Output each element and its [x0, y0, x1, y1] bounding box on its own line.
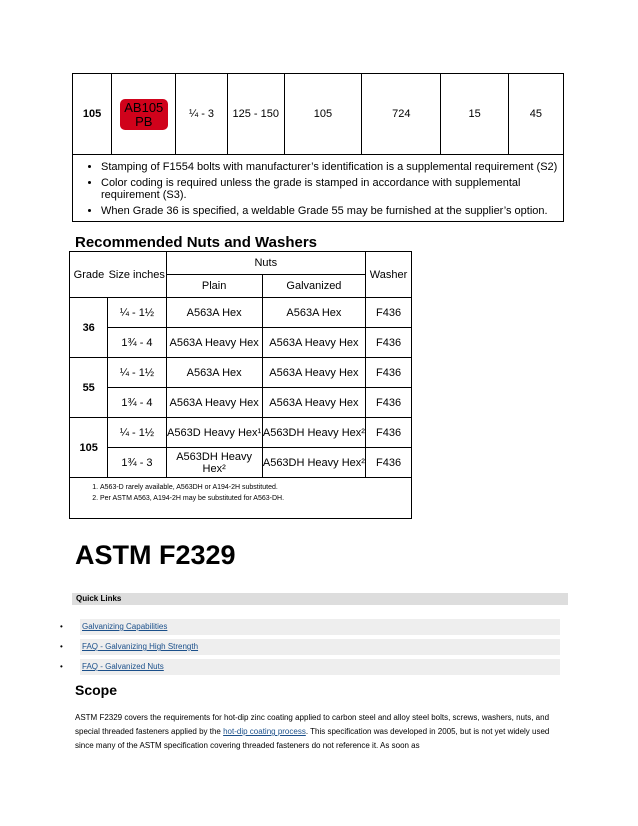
- table-row: [73, 74, 564, 155]
- list-item: 2. Per ASTM A563, A194-2H may be substituted for A563-DH.: [100, 495, 411, 502]
- grade-cell: 105: [70, 418, 108, 478]
- paragraph-text: ASTM F2329 covers the requirements for hot-dip zinc coating applied to carbon steel and alloy steel bolts, screws, washers, nuts, and special threaded fasteners applied by the: [75, 713, 550, 736]
- galv-cell: A563DH Heavy Hex²: [262, 418, 365, 448]
- table-cell: 125 - 150: [227, 74, 284, 155]
- grade-cell: 55: [70, 358, 108, 418]
- plain-cell: A563A Heavy Hex: [166, 328, 262, 358]
- plain-cell: A563DH Heavy Hex²: [166, 448, 262, 478]
- grade-marking-badge: [120, 99, 168, 130]
- plain-cell: A563A Heavy Hex: [166, 388, 262, 418]
- badge-line1: AB105: [124, 99, 164, 115]
- size-cell: 1¾ - 4: [108, 328, 166, 358]
- plain-cell: A563A Hex: [166, 298, 262, 328]
- bullet-icon: •: [60, 662, 63, 671]
- list-item: [60, 637, 560, 657]
- notes-cell: [73, 155, 564, 222]
- grade-cell: 105: [73, 74, 112, 155]
- list-item: • Stamping of F1554 bolts with manufacturer’s identification is a supplemental requirement (S2): [101, 161, 563, 173]
- galv-cell: A563A Heavy Hex: [262, 388, 365, 418]
- size-cell: 1¾ - 4: [108, 388, 166, 418]
- badge-cell: [112, 74, 176, 155]
- plain-cell: A563A Hex: [166, 358, 262, 388]
- list-item: 1. A563-D rarely available, A563DH or A194-2H substituted.: [100, 484, 411, 491]
- galv-cell: A563DH Heavy Hex²: [262, 448, 365, 478]
- page-title: ASTM F2329: [75, 540, 236, 570]
- link-faq-high-strength[interactable]: FAQ - Galvanizing High Strength: [82, 642, 199, 651]
- plain-cell: A563D Heavy Hex¹: [166, 418, 262, 448]
- header-size: Size inches: [108, 252, 166, 298]
- list-item: [60, 617, 560, 637]
- size-cell: ¼ - 1½: [108, 298, 166, 328]
- header-washer: Washer: [366, 252, 412, 298]
- size-cell: ¼ - 1½: [108, 358, 166, 388]
- washer-cell: F436: [366, 388, 412, 418]
- section-title: Recommended Nuts and Washers: [75, 234, 317, 251]
- bullet-icon: •: [60, 622, 63, 631]
- table-row: [70, 448, 412, 478]
- link-hot-dip-coating-process[interactable]: hot-dip coating process: [223, 727, 306, 736]
- washer-cell: F436: [366, 328, 412, 358]
- header-grade: Grade: [70, 252, 108, 298]
- bullet-icon: •: [60, 642, 63, 651]
- size-cell: ¼ - 3: [176, 74, 227, 155]
- table-cell: 45: [508, 74, 563, 155]
- quick-links-list: [60, 617, 560, 677]
- nuts-table: [69, 251, 412, 519]
- washer-cell: F436: [366, 358, 412, 388]
- notes-cell: [70, 478, 412, 519]
- link-galvanizing-capabilities[interactable]: Galvanizing Capabilities: [82, 622, 168, 631]
- table-row: [70, 388, 412, 418]
- galv-cell: A563A Heavy Hex: [262, 358, 365, 388]
- table-cell: 724: [362, 74, 441, 155]
- list-item: [60, 657, 560, 677]
- header-plain: Plain: [166, 275, 262, 298]
- size-cell: 1¾ - 3: [108, 448, 166, 478]
- grade-cell: 36: [70, 298, 108, 358]
- size-cell: ¼ - 1½: [108, 418, 166, 448]
- scope-heading: Scope: [75, 682, 118, 698]
- galv-cell: A563A Hex: [262, 298, 365, 328]
- galv-cell: A563A Heavy Hex: [262, 328, 365, 358]
- washer-cell: F436: [366, 298, 412, 328]
- quick-links-header: Quick Links: [72, 593, 568, 605]
- header-galvanized: Galvanized: [262, 275, 365, 298]
- list-item: • When Grade 36 is specified, a weldable Grade 55 may be furnished at the supplier’s option.: [101, 205, 563, 217]
- paragraph-text: . This specification was developed in 2005, but is not yet widely used since many of the ASTM specification covering threaded fasteners do not reference it. As soon as: [75, 727, 550, 750]
- link-faq-galvanized-nuts[interactable]: FAQ - Galvanized Nuts: [82, 662, 164, 671]
- list-item: • Color coding is required unless the grade is stamped in accordance with supplemental requirement (S3).: [101, 177, 563, 201]
- table-row: [70, 298, 412, 328]
- table-cell: 15: [441, 74, 508, 155]
- washer-cell: F436: [366, 448, 412, 478]
- table-row: [70, 358, 412, 388]
- table-row: [70, 418, 412, 448]
- grade-table: [72, 73, 564, 222]
- badge-line2: PB: [135, 113, 153, 129]
- washer-cell: F436: [366, 418, 412, 448]
- table-cell: 105: [284, 74, 361, 155]
- table-row: [70, 328, 412, 358]
- header-nuts: Nuts: [166, 252, 366, 275]
- scope-paragraph: [75, 711, 565, 753]
